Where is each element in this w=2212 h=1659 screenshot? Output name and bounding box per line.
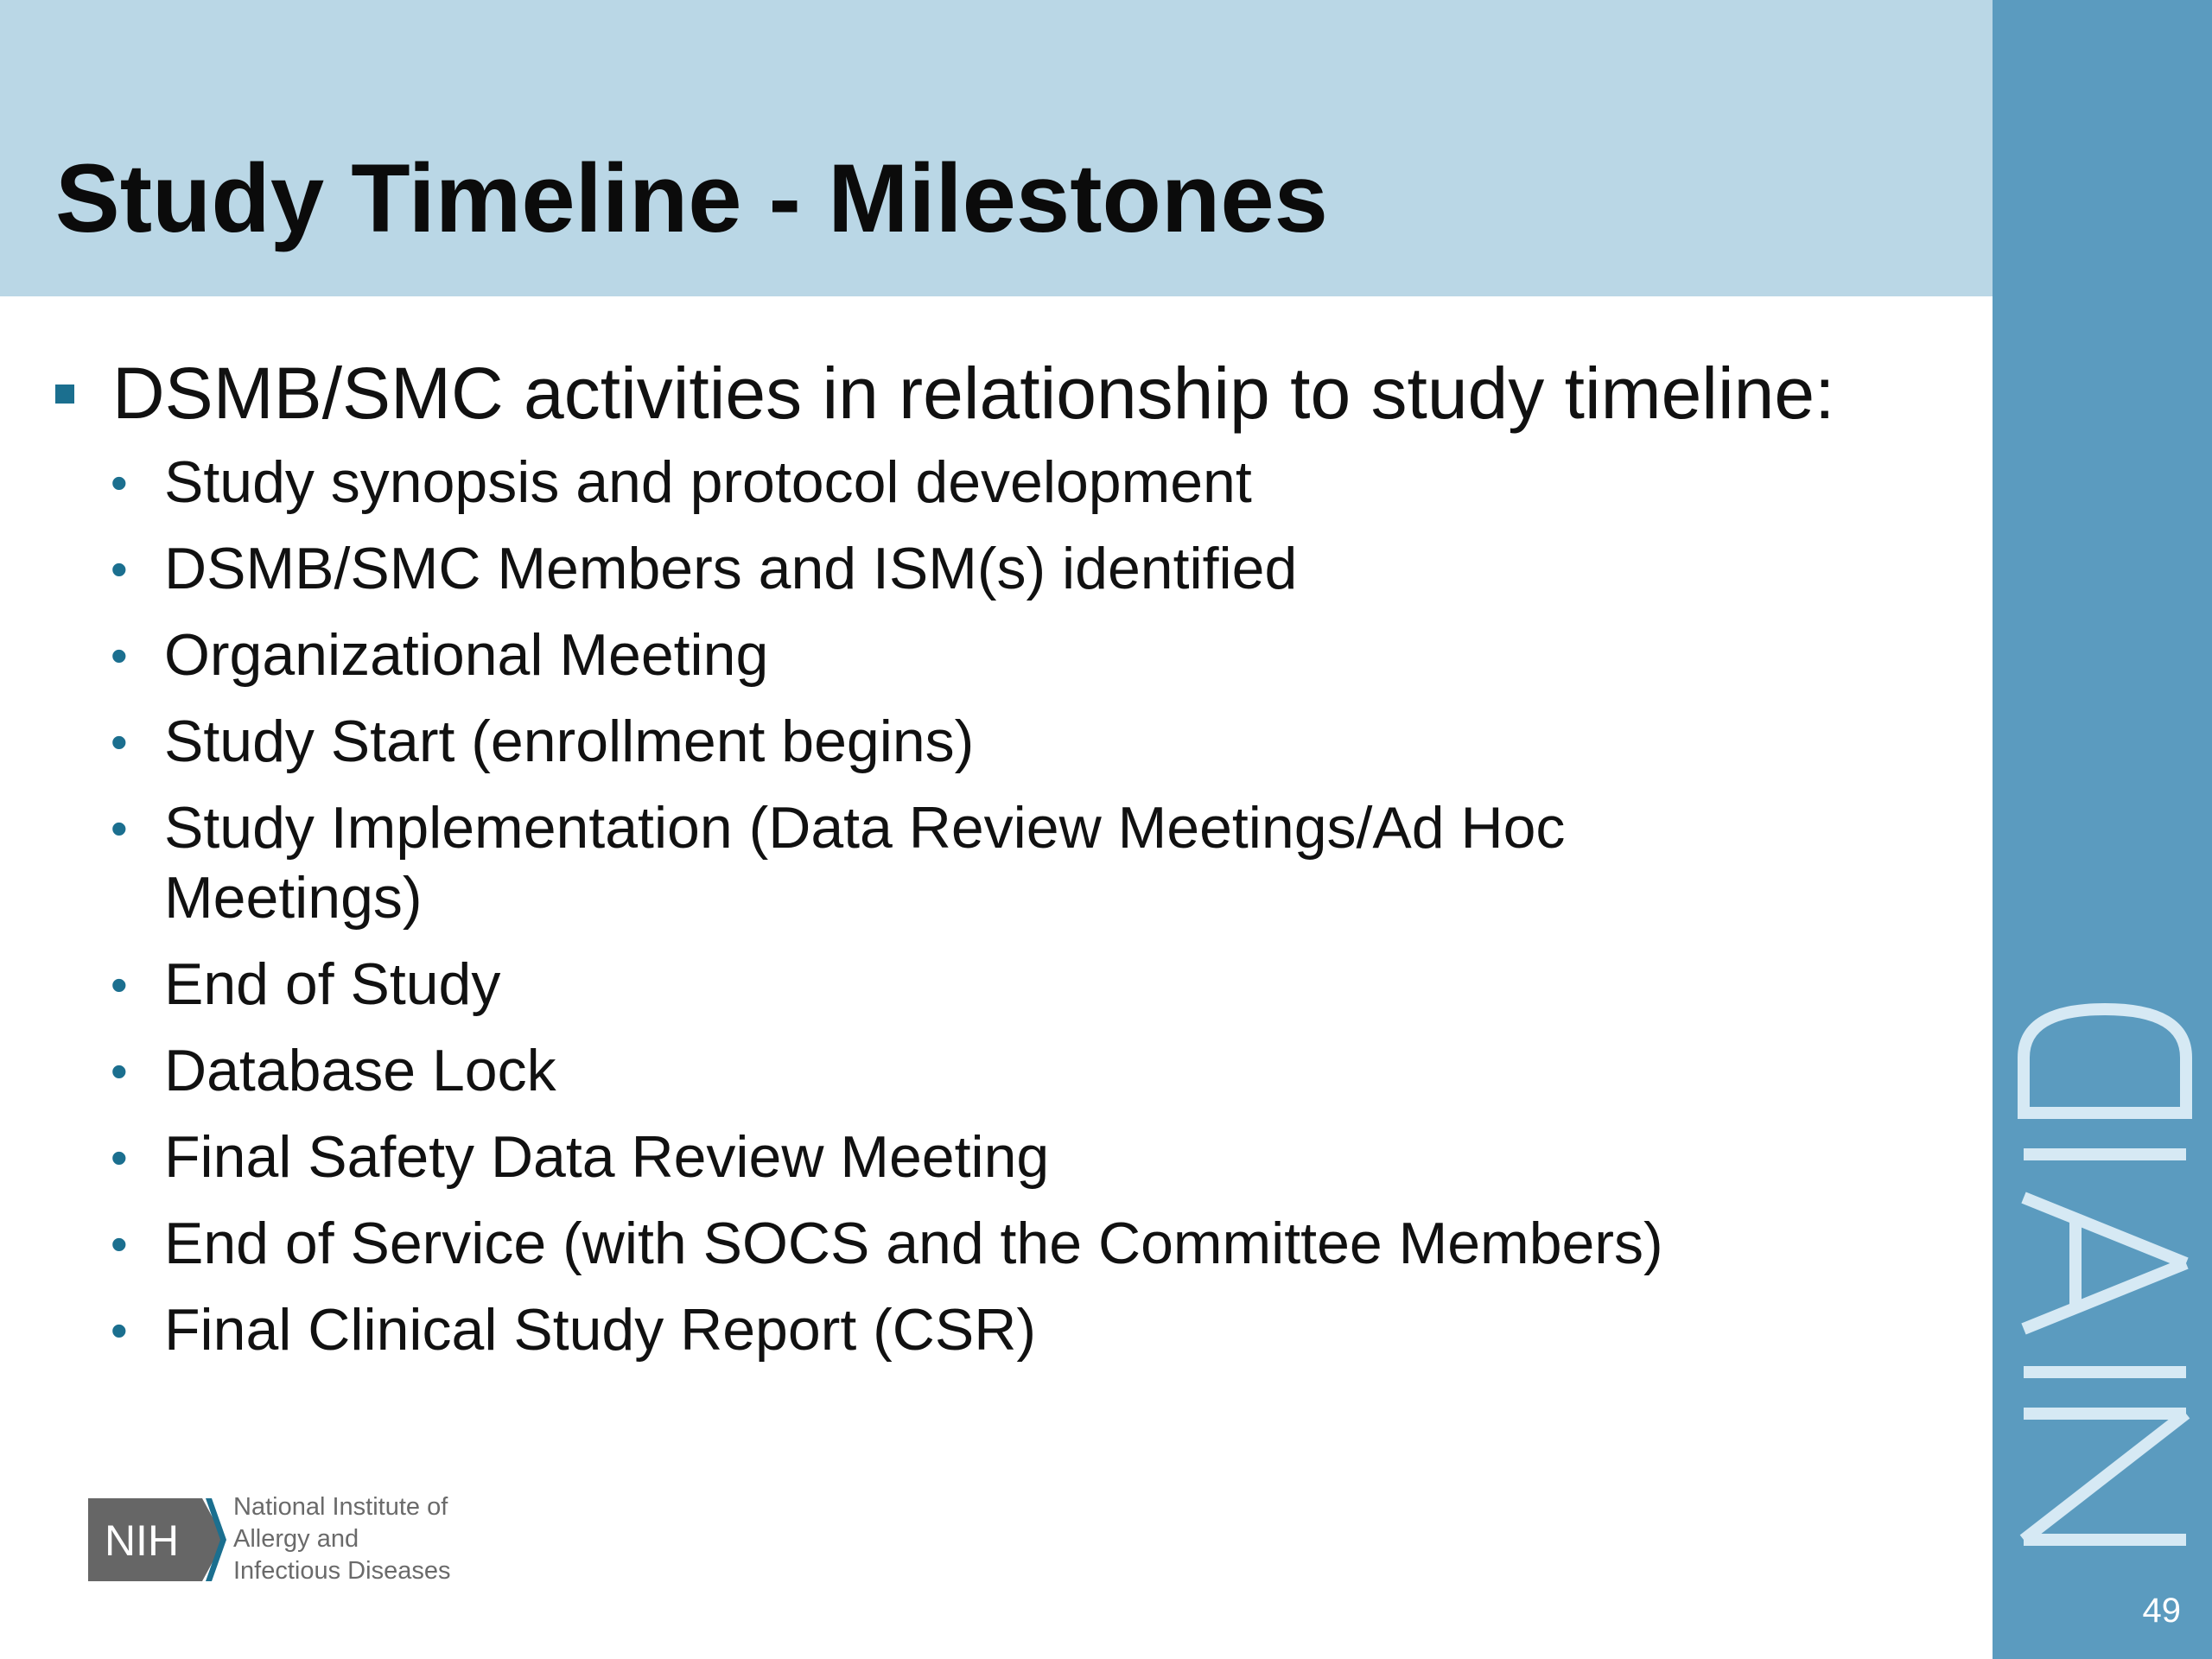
dot-bullet-icon: • xyxy=(111,1129,128,1185)
list-item-text: DSMB/SMC Members and ISM(s) identified xyxy=(164,535,1298,601)
list-item xyxy=(111,793,1956,934)
slide-number: 49 xyxy=(2142,1592,2181,1630)
dot-bullet-icon: • xyxy=(111,800,128,855)
nih-logo-text xyxy=(233,1491,450,1587)
list-item xyxy=(111,1036,1956,1107)
list-item xyxy=(111,534,1956,605)
list-item-text: End of Study xyxy=(164,950,501,1017)
list-item-text: Study synopsis and protocol development xyxy=(164,448,1252,515)
slide-content xyxy=(55,350,1956,1382)
list-item xyxy=(111,1209,1956,1280)
list-item-text: Final Clinical Study Report (CSR) xyxy=(164,1296,1036,1363)
list-item-text: Database Lock xyxy=(164,1037,556,1103)
list-item-text: Organizational Meeting xyxy=(164,621,769,688)
list-item-text: End of Service (with SOCS and the Committee Members) xyxy=(164,1210,1663,1276)
dot-bullet-icon: • xyxy=(111,1216,128,1271)
nih-logo-line: Infectious Diseases xyxy=(233,1557,451,1585)
dot-bullet-icon: • xyxy=(111,541,128,596)
dot-bullet-icon: • xyxy=(111,1043,128,1098)
list-item xyxy=(111,448,1956,518)
title-band xyxy=(0,0,1993,296)
list-item-text: Study Start (enrollment begins) xyxy=(164,708,975,774)
dot-bullet-icon: • xyxy=(111,714,128,769)
svg-text:NIH: NIH xyxy=(104,1516,180,1565)
list-item-text: Study Implementation (Data Review Meetings/Ad Hoc Meetings) xyxy=(164,794,1566,931)
dot-bullet-icon: • xyxy=(111,1302,128,1357)
list-item xyxy=(111,1295,1956,1366)
main-bullet-text: DSMB/SMC activities in relationship to study timeline: xyxy=(112,353,1835,434)
milestone-list xyxy=(55,448,1956,1366)
nih-logo-line: National Institute of xyxy=(233,1493,448,1521)
list-item xyxy=(111,620,1956,691)
nih-logo-line: Allergy and xyxy=(233,1525,359,1553)
main-bullet xyxy=(55,350,1956,437)
list-item xyxy=(111,1122,1956,1193)
nih-logo-icon xyxy=(88,1495,226,1585)
list-item xyxy=(111,950,1956,1020)
nih-logo xyxy=(88,1491,450,1587)
slide-title: Study Timeline - Milestones xyxy=(55,144,1328,252)
square-bullet-icon xyxy=(55,385,74,404)
list-item-text: Final Safety Data Review Meeting xyxy=(164,1123,1050,1190)
dot-bullet-icon: • xyxy=(111,957,128,1012)
dot-bullet-icon: • xyxy=(111,627,128,683)
niaid-wordmark-icon xyxy=(2013,1002,2195,1547)
dot-bullet-icon: • xyxy=(111,454,128,510)
list-item xyxy=(111,707,1956,778)
